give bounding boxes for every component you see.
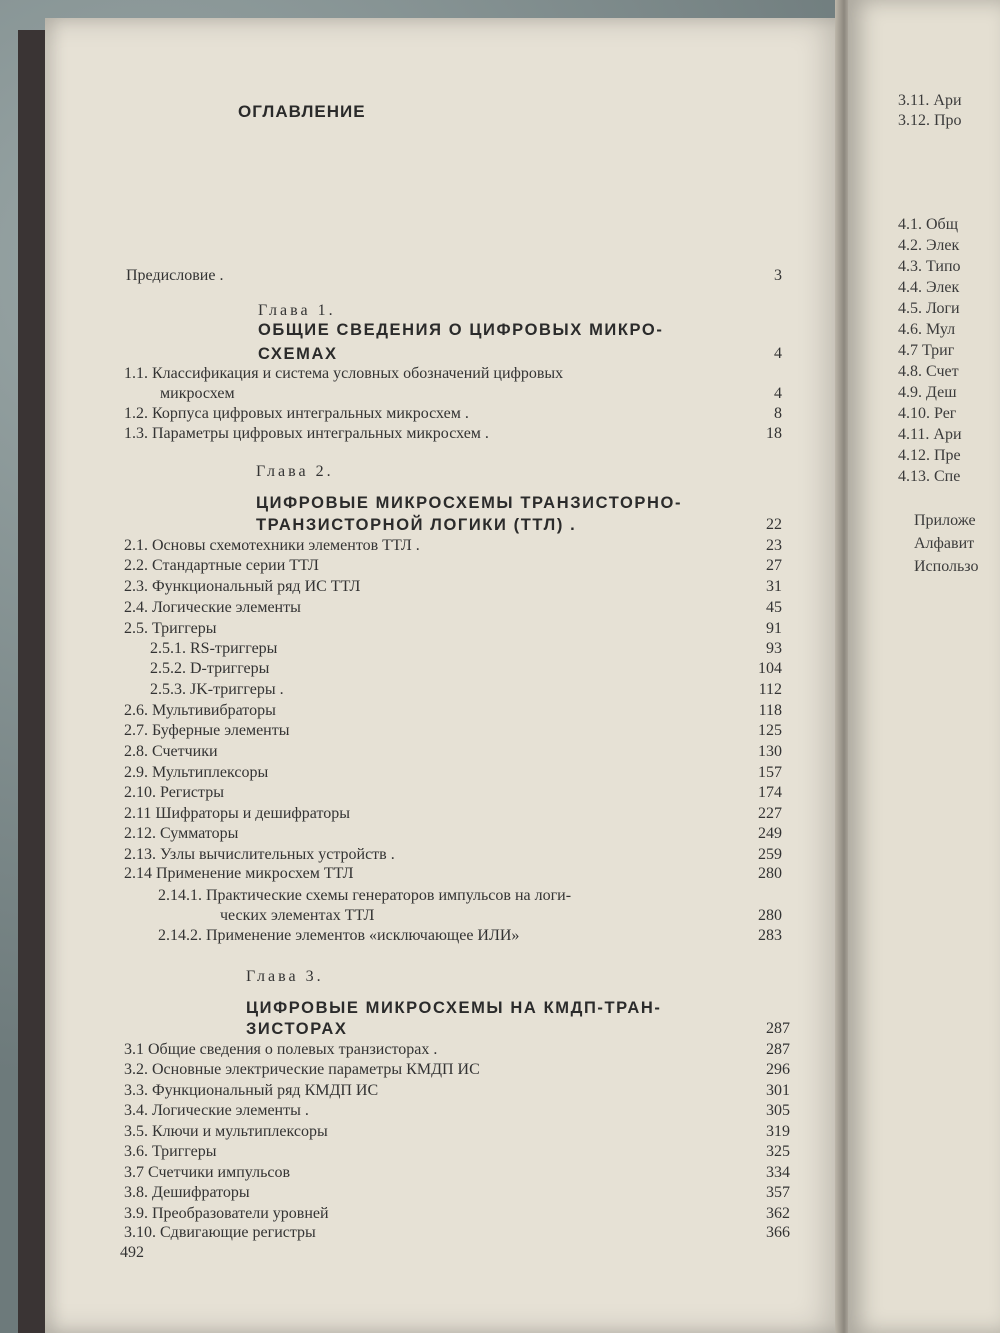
right-page-line: 4.11. Ари: [898, 426, 962, 443]
toc-entry-page: 301: [766, 1082, 790, 1099]
right-page-line: 4.10. Рег: [898, 405, 957, 422]
toc-entry: 2.6. Мультивибраторы: [124, 702, 276, 719]
preface-page: 3: [774, 267, 782, 284]
chapter1-page: 4: [774, 345, 782, 362]
toc-entry: 3.3. Функциональный ряд КМДП ИС: [124, 1082, 379, 1099]
toc-subentry: 2.5.2. D-триггеры: [150, 660, 270, 677]
toc-entry-page: 93: [766, 640, 782, 657]
toc-entry-page: 305: [766, 1102, 790, 1119]
chapter2-page: 22: [766, 516, 782, 533]
toc-entry-page: 31: [766, 578, 782, 595]
toc-entry-page: 8: [774, 405, 782, 422]
toc-entry: 3.6. Триггеры: [124, 1143, 217, 1160]
toc-entry: 1.3. Параметры цифровых интегральных микросхем .: [124, 425, 489, 442]
toc-entry-page: 4: [774, 385, 782, 402]
toc-entry-page: 112: [758, 681, 782, 698]
right-page-line: Алфавит: [914, 535, 975, 552]
right-page-line: Приложе: [914, 512, 976, 529]
toc-entry: 3.7 Счетчики импульсов: [124, 1164, 291, 1181]
toc-entry-page: 283: [758, 927, 782, 944]
toc-entry: 3.10. Сдвигающие регистры: [124, 1224, 316, 1241]
toc-subentry: ческих элементах ТТЛ: [220, 907, 375, 924]
toc-entry-page: 334: [766, 1164, 790, 1181]
toc-entry-page: 157: [758, 764, 782, 781]
right-page-line: 4.1. Общ: [898, 216, 959, 233]
toc-entry-page: 118: [758, 702, 782, 719]
toc-entry: 2.5. Триггеры: [124, 620, 217, 637]
toc-entry: 2.3. Функциональный ряд ИС ТТЛ: [124, 578, 361, 595]
toc-entry: 2.10. Регистры: [124, 784, 224, 801]
toc-entry: микросхем: [160, 385, 235, 402]
right-page-line: 4.8. Счет: [898, 363, 959, 380]
toc-subentry: 2.5.1. RS-триггеры: [150, 640, 278, 657]
toc-heading: ОГЛАВЛЕНИЕ: [238, 102, 366, 121]
chapter1-title-line1: ОБЩИЕ СВЕДЕНИЯ О ЦИФРОВЫХ МИКРО-: [258, 321, 664, 339]
chapter2-title-line1: ЦИФРОВЫЕ МИКРОСХЕМЫ ТРАНЗИСТОРНО-: [256, 494, 683, 512]
right-page-line: 4.2. Элек: [898, 237, 960, 254]
toc-entry: 3.1 Общие сведения о полевых транзисторах .: [124, 1041, 438, 1058]
toc-entry: 2.14 Применение микросхем ТТЛ: [124, 865, 354, 882]
toc-entry: 2.12. Сумматоры: [124, 825, 239, 842]
toc-entry: 2.13. Узлы вычислительных устройств .: [124, 846, 395, 863]
toc-entry-page: 280: [758, 865, 782, 882]
right-page-line: 4.3. Типо: [898, 258, 961, 275]
toc-entry: 1.2. Корпуса цифровых интегральных микросхем .: [124, 405, 469, 422]
toc-entry: 2.9. Мультиплексоры: [124, 764, 269, 781]
right-page-line: 4.9. Деш: [898, 384, 957, 401]
toc-entry-page: 104: [758, 660, 782, 677]
chapter2-label: Глава 2.: [256, 463, 334, 480]
toc-entry-page: 18: [766, 425, 782, 442]
toc-entry-page: 130: [758, 743, 782, 760]
right-page-line: 4.4. Элек: [898, 279, 960, 296]
toc-entry-page: 45: [766, 599, 782, 616]
right-page-line: Использо: [914, 558, 979, 575]
toc-entry-page: 287: [766, 1041, 790, 1058]
chapter3-title-line1: ЦИФРОВЫЕ МИКРОСХЕМЫ НА КМДП-ТРАН-: [246, 999, 662, 1017]
toc-entry-page: 325: [766, 1143, 790, 1160]
toc-entry: 1.1. Классификация и система условных обозначений цифровых: [124, 365, 564, 382]
right-page-text: [848, 0, 1000, 1333]
right-page-line: 4.6. Мул: [898, 321, 956, 338]
right-page-line: 4.12. Пре: [898, 447, 961, 464]
toc-entry-page: 174: [758, 784, 782, 801]
toc-entry-page: 366: [766, 1224, 790, 1241]
chapter3-label: Глава 3.: [246, 968, 324, 985]
toc-entry: 3.5. Ключи и мультиплексоры: [124, 1123, 328, 1140]
toc-entry: 2.8. Счетчики: [124, 743, 218, 760]
right-page-line: 4.5. Логи: [898, 300, 960, 317]
right-page-line: 4.7 Триг: [898, 342, 955, 359]
toc-entry-page: 227: [758, 805, 782, 822]
chapter1-title-line2: СХЕМАХ: [258, 345, 338, 363]
right-page-line: 4.13. Спе: [898, 468, 961, 485]
toc-entry: 3.8. Дешифраторы: [124, 1184, 250, 1201]
toc-subentry: 2.5.3. JK-триггеры .: [150, 681, 284, 698]
chapter3-page: 287: [766, 1020, 790, 1037]
toc-entry-page: 91: [766, 620, 782, 637]
toc-entry-page: 23: [766, 537, 782, 554]
toc-entry-page: 362: [766, 1205, 790, 1222]
toc-entry-page: 319: [766, 1123, 790, 1140]
page-number: 492: [120, 1244, 144, 1261]
preface-label: Предисловие .: [126, 267, 224, 284]
toc-subentry: 2.14.1. Практические схемы генераторов импульсов на логи-: [158, 887, 572, 904]
toc-entry: 2.4. Логические элементы: [124, 599, 301, 616]
toc-entry: 2.2. Стандартные серии ТТЛ: [124, 557, 319, 574]
chapter3-title-line2: ЗИСТОРАХ: [246, 1020, 348, 1038]
toc-entry-page: 280: [758, 907, 782, 924]
toc-entry-page: 259: [758, 846, 782, 863]
toc-entry: 2.1. Основы схемотехники элементов ТТЛ .: [124, 537, 420, 554]
right-page-line: 3.11. Ари: [898, 92, 962, 109]
toc-entry-page: 125: [758, 722, 782, 739]
toc-subentry: 2.14.2. Применение элементов «исключающее ИЛИ»: [158, 927, 520, 944]
right-page-line: 3.12. Про: [898, 112, 962, 129]
toc-entry: 3.2. Основные электрические параметры КМДП ИС: [124, 1061, 480, 1078]
toc-entry: 2.7. Буферные элементы: [124, 722, 290, 739]
chapter1-label: Глава 1.: [258, 302, 336, 319]
toc-entry: 3.4. Логические элементы .: [124, 1102, 309, 1119]
toc-entry-page: 249: [758, 825, 782, 842]
toc-entry-page: 296: [766, 1061, 790, 1078]
toc-entry-page: 27: [766, 557, 782, 574]
toc-entry: 2.11 Шифраторы и дешифраторы: [124, 805, 350, 822]
toc-entry-page: 357: [766, 1184, 790, 1201]
toc-entry: 3.9. Преобразователи уровней: [124, 1205, 329, 1222]
chapter2-title-line2: ТРАНЗИСТОРНОЙ ЛОГИКИ (ТТЛ) .: [256, 516, 577, 534]
